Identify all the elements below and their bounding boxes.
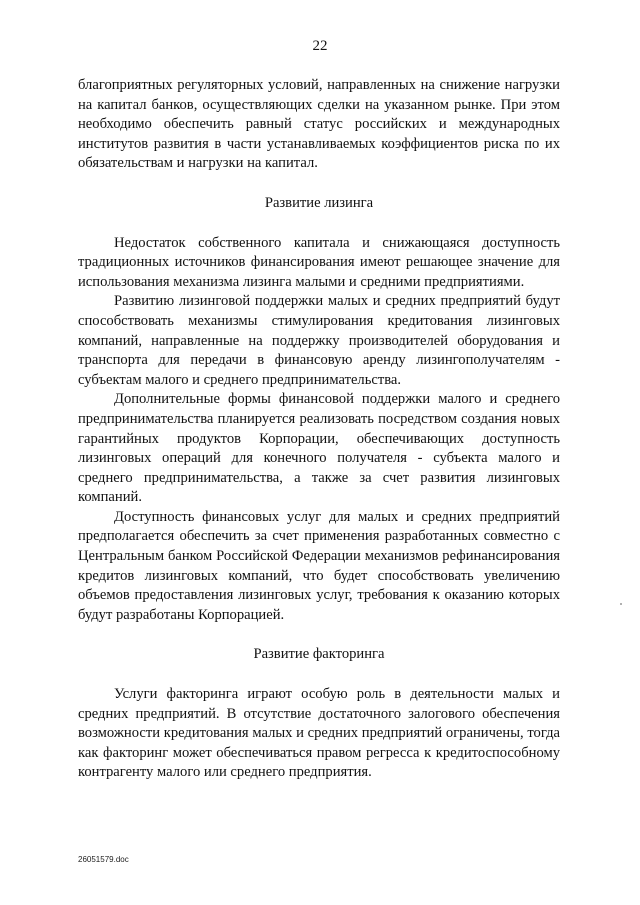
section-heading-factoring: Развитие факторинга <box>253 646 385 663</box>
leasing-paragraph-2: Развитию лизинговой поддержки малых и средних предприятий будут способствовать механизмы стимулирования кредитования лизинговых компаний, направленные на поддержку производителей оборудования и транспорта для передачи в финансовую аренду лизингополучателям - субъектам малого и среднего предпринимательства. <box>78 293 560 388</box>
page-number: 22 <box>312 38 328 54</box>
document-footer-filename: 26051579.doc <box>78 855 129 864</box>
document-body <box>78 76 560 783</box>
leasing-paragraph-3: Дополнительные формы финансовой поддержки малого и среднего предпринимательства планируется реализовать посредством создания новых гарантийных продуктов Корпорации, обеспечивающих доступность лизинговых операций для конечного получателя - субъекта малого и среднего предпринимательства, а также за счет развития лизинговых компаний. <box>78 391 560 506</box>
leasing-paragraph-4: Доступность финансовых услуг для малых и средних предприятий предполагается обеспечить за счет применения разработанных совместно с Центральным банком Российской Федерации механизмов рефинансирования кредитов лизинговых компаний, что будет способствовать увеличению объемов предоставления лизинговых услуг, требования к оказанию которых будут разработаны Корпорацией. <box>78 508 560 623</box>
leasing-paragraph-1: Недостаток собственного капитала и снижающаяся доступность традиционных источников финансирования имеют решающее значение для использования механизма лизинга малыми и средними предприятиями. <box>78 234 560 290</box>
factoring-paragraph-1: Услуги факторинга играют особую роль в деятельности малых и средних предприятий. В отсутствие достаточного залогового обеспечения возможности кредитования малых и средних предприятий ограничены, тогда как факторинг может обеспечиваться правом регресса к кредитоспособному контрагенту малого или среднего предприятия. <box>78 686 560 781</box>
scan-speck <box>620 603 622 605</box>
intro-paragraph: благоприятных регуляторных условий, направленных на снижение нагрузки на капитал банков, осуществляющих сделки на указанном рынке. При этом необходимо обеспечить равный статус российских и международных институтов развития в части устанавливаемых коэффициентов риска по их обязательствам и нагрузки на капитал. <box>78 77 560 172</box>
section-heading-leasing: Развитие лизинга <box>264 194 374 211</box>
